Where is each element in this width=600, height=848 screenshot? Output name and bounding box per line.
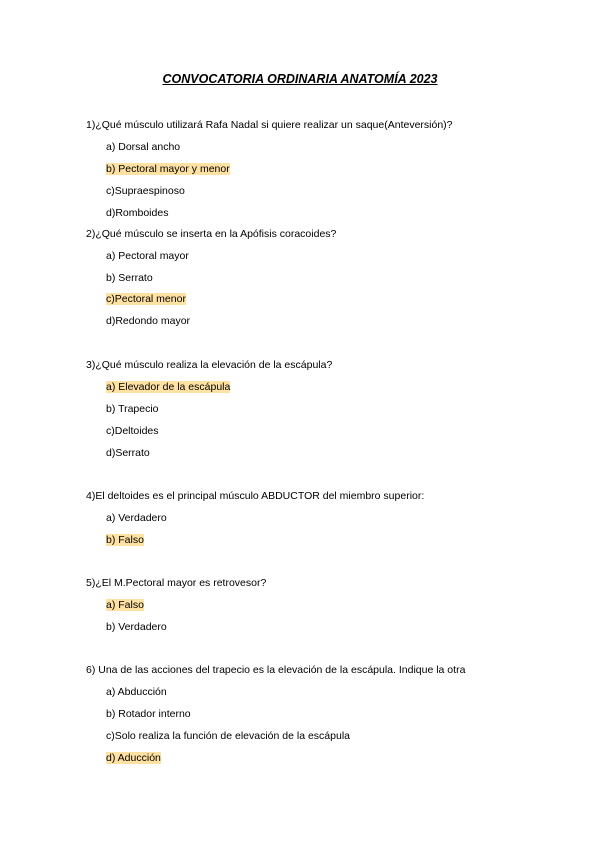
question-2-option-c-correct: c)Pectoral menor xyxy=(106,293,186,305)
question-2-option-d: d)Redondo mayor xyxy=(106,315,191,327)
question-3-option-a-correct: a) Elevador de la escápula xyxy=(106,381,231,393)
question-6-option-d-correct: d) Aducción xyxy=(106,752,161,764)
question-5-option-a-correct: a) Falso xyxy=(106,599,144,611)
question-4-option-a: a) Verdadero xyxy=(106,512,167,524)
question-3: 3)¿Qué músculo realiza la elevación de la escápula? xyxy=(86,359,333,371)
question-1-option-b-correct: b) Pectoral mayor y menor xyxy=(106,163,230,175)
question-1-option-d: d)Romboides xyxy=(106,207,169,219)
question-2: 2)¿Qué músculo se inserta en la Apófisis coracoides? xyxy=(86,228,337,240)
question-6-option-a: a) Abducción xyxy=(106,686,167,698)
question-4: 4)El deltoides es el principal músculo ABDUCTOR del miembro superior: xyxy=(86,490,425,502)
question-3-option-d: d)Serrato xyxy=(106,447,150,459)
question-5: 5)¿El M.Pectoral mayor es retrovesor? xyxy=(86,577,267,589)
question-3-option-c: c)Deltoides xyxy=(106,425,159,437)
question-4-option-b-correct: b) Falso xyxy=(106,534,144,546)
question-1-option-a: a) Dorsal ancho xyxy=(106,141,181,153)
question-6-option-c: c)Solo realiza la función de elevación de la escápula xyxy=(106,730,350,742)
question-6-option-b: b) Rotador interno xyxy=(106,708,191,720)
question-5-option-b: b) Verdadero xyxy=(106,621,167,633)
question-1-option-c: c)Supraespinoso xyxy=(106,185,185,197)
question-2-option-b: b) Serrato xyxy=(106,272,153,284)
question-6: 6) Una de las acciones del trapecio es la elevación de la escápula. Indique la otra xyxy=(86,664,466,676)
question-1: 1)¿Qué músculo utilizará Rafa Nadal si quiere realizar un saque(Anteversión)? xyxy=(86,119,453,131)
question-3-option-b: b) Trapecio xyxy=(106,403,159,415)
question-2-option-a: a) Pectoral mayor xyxy=(106,250,189,262)
page-title: CONVOCATORIA ORDINARIA ANATOMÍA 2023 xyxy=(162,72,438,86)
